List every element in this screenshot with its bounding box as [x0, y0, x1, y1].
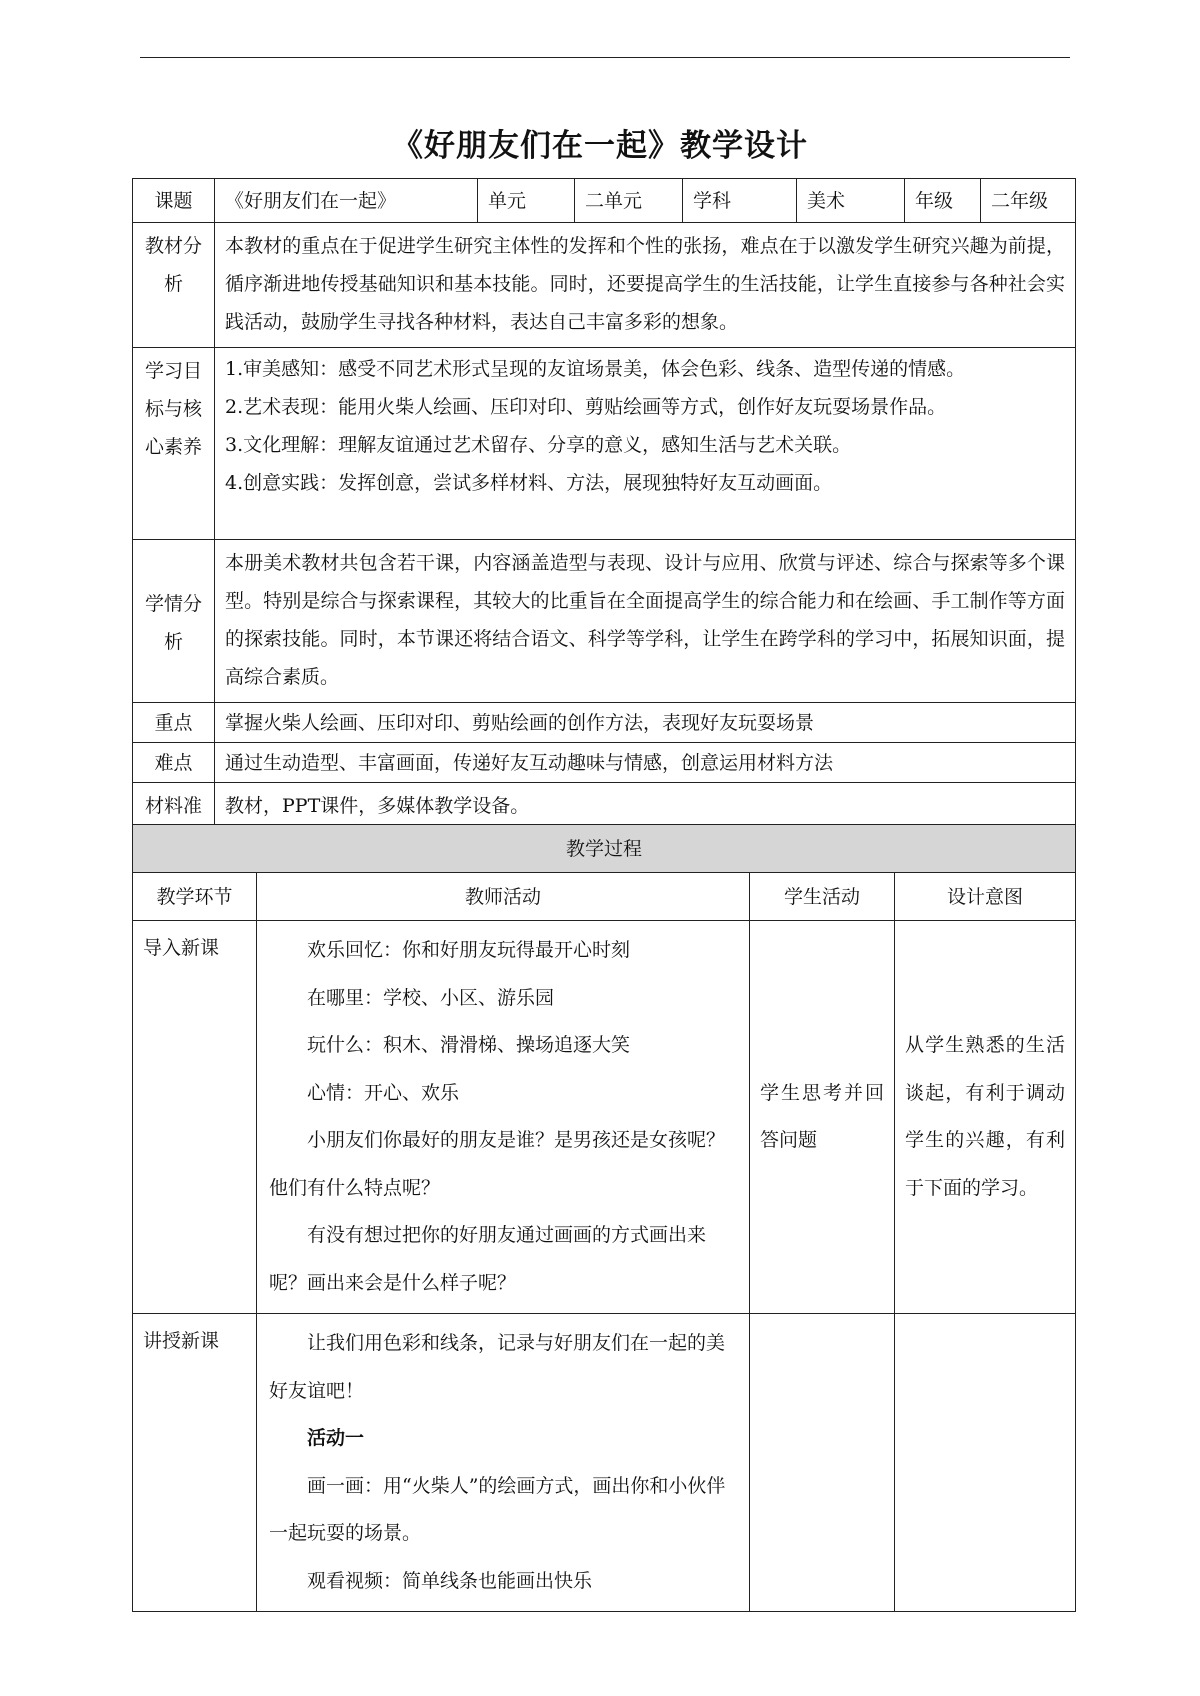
- grade-value: 二年级: [981, 179, 1076, 223]
- header-rule: [140, 57, 1070, 58]
- key-point-text: 掌握火柴人绘画、压印对印、剪贴绘画的创作方法，表现好友玩耍场景: [215, 703, 1076, 743]
- teacher-line: 欢乐回忆：你和好朋友玩得最开心时刻: [307, 939, 631, 961]
- intro-row: [133, 921, 1076, 1314]
- teacher-line: 在哪里：学校、小区、游乐园: [307, 986, 555, 1009]
- grade-label: 年级: [905, 179, 981, 223]
- teacher-line: 有没有想过把你的好朋友通过画画的方式画出来呢？画出来会是什么样子呢？: [269, 1224, 707, 1294]
- material-analysis-text: 本教材的重点在于促进学生研究主体性的发挥和个性的张扬，难点在于以激发学生研究兴趣为前提，循序渐进地传授基础知识和基本技能。同时，还要提高学生的生活技能，让学生直接参与各种社会实践活动，鼓励学生寻找各种材料，表达自己丰富多彩的想象。: [215, 223, 1076, 348]
- teacher-line: 观看视频：简单线条也能画出快乐: [307, 1569, 593, 1592]
- teacher-line: 画一画：用“火柴人”的绘画方式，画出你和小伙伴一起玩耍的场景。: [269, 1474, 726, 1544]
- student-activity-intro: 学生思考并回答问题: [750, 921, 895, 1314]
- process-title: 教学过程: [133, 825, 1076, 873]
- subject-value: 美术: [797, 179, 905, 223]
- teacher-line: 玩什么：积木、滑滑梯、操场追逐大笑: [307, 1034, 631, 1056]
- student-activity-new-lesson: [750, 1314, 895, 1612]
- design-intent-new-lesson: [895, 1314, 1076, 1612]
- design-intent-intro: 从学生熟悉的生活谈起，有利于调动学生的兴趣，有利于下面的学习。: [895, 921, 1076, 1314]
- key-point-label: 重点: [133, 703, 215, 743]
- unit-value: 二单元: [575, 179, 683, 223]
- process-header-row: [133, 873, 1076, 921]
- subject-label: 学科: [683, 179, 797, 223]
- column-header-stage: 教学环节: [133, 873, 257, 921]
- teacher-activity-intro: [257, 921, 750, 1314]
- teacher-line: 心情：开心、欢乐: [307, 1081, 460, 1104]
- objective-item: 4.创意实践：发挥创意，尝试多样材料、方法，展现独特好友互动画面。: [225, 472, 833, 494]
- materials-text: 教材，PPT课件，多媒体教学设备。: [215, 783, 1076, 864]
- material-analysis-row: [133, 223, 1076, 348]
- objectives-label: 学习目标与核心素养: [133, 348, 215, 540]
- stage-intro: 导入新课: [133, 921, 257, 1314]
- process-title-row: [133, 825, 1076, 873]
- learner-analysis-row: [133, 540, 1076, 703]
- lesson-info-table: [132, 178, 1076, 864]
- materials-label: 材料准: [133, 783, 215, 864]
- teacher-line: 让我们用色彩和线条，记录与好朋友们在一起的美好友谊吧！: [269, 1332, 726, 1402]
- difficulty-text: 通过生动造型、丰富画面，传递好友互动趣味与情感，创意运用材料方法: [215, 743, 1076, 783]
- document-title: 《好朋友们在一起》教学设计: [392, 128, 808, 164]
- objective-item: 3.文化理解：理解友谊通过艺术留存、分享的意义，感知生活与艺术关联。: [225, 434, 852, 456]
- column-header-teacher: 教师活动: [257, 873, 750, 921]
- learner-analysis-text: 本册美术教材共包含若干课，内容涵盖造型与表现、设计与应用、欣赏与评述、综合与探索等多个课型。特别是综合与探索课程，其较大的比重旨在全面提高学生的综合能力和在绘画、手工制作等方面的探索技能。同时，本节课还将结合语文、科学等学科，让学生在跨学科的学习中，拓展知识面，提高综合素质。: [215, 540, 1076, 703]
- column-header-student: 学生活动: [750, 873, 895, 921]
- key-point-row: [133, 703, 1076, 743]
- topic-value: 《好朋友们在一起》: [215, 179, 478, 223]
- new-lesson-row: [133, 1314, 1076, 1612]
- column-header-intent: 设计意图: [895, 873, 1076, 921]
- topic-label: 课题: [133, 179, 215, 223]
- teaching-process-table: [132, 824, 1076, 1612]
- activity-heading: 活动一: [307, 1427, 365, 1449]
- difficulty-row: [133, 743, 1076, 783]
- teacher-activity-new-lesson: [257, 1314, 750, 1612]
- objectives-list: [215, 348, 1076, 540]
- info-row-basic: [133, 179, 1076, 223]
- stage-new-lesson: 讲授新课: [133, 1314, 257, 1612]
- objective-item: 1.审美感知：感受不同艺术形式呈现的友谊场景美，体会色彩、线条、造型传递的情感。: [225, 358, 966, 380]
- difficulty-label: 难点: [133, 743, 215, 783]
- unit-label: 单元: [478, 179, 575, 223]
- teacher-line: 小朋友们你最好的朋友是谁？是男孩还是女孩呢？他们有什么特点呢？: [269, 1129, 726, 1199]
- objective-item: 2.艺术表现：能用火柴人绘画、压印对印、剪贴绘画等方式，创作好友玩耍场景作品。: [225, 396, 947, 418]
- material-analysis-label: 教材分析: [133, 223, 215, 348]
- objectives-row: [133, 348, 1076, 540]
- learner-analysis-label: 学情分析: [133, 540, 215, 703]
